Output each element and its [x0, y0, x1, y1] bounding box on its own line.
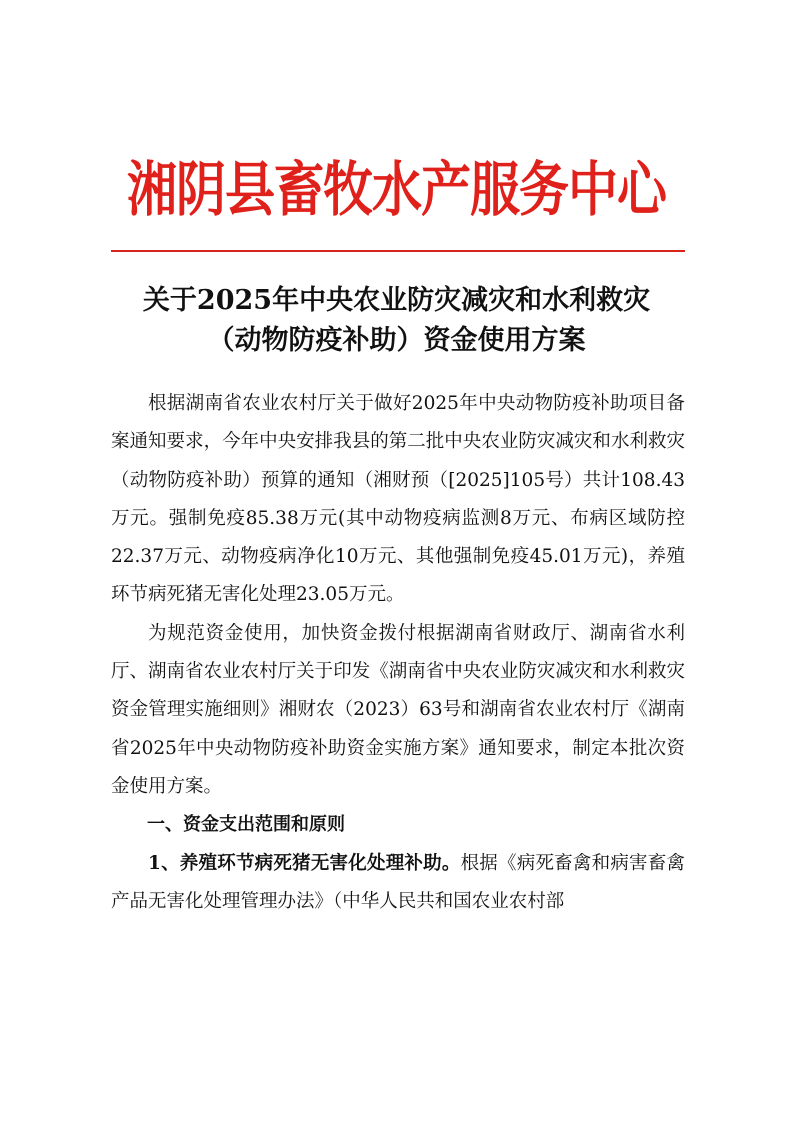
- paragraph-funding-overview: 根据湖南省农业农村厅关于做好2025年中央动物防疫补助项目备案通知要求，今年中央安排我县的第二批中央农业防灾减灾和水利救灾（动物防疫补助）预算的通知（湘财预（[2025]105号）共计108.43万元。强制免疫85.38万元(其中动物疫病监测8万元、布病区域防控22.37万元、动物疫病净化10万元、其他强制免疫45.01万元)，养殖环节病死猪无害化处理23.05万元。: [111, 393, 685, 606]
- section-heading-scope: 一、资金支出范围和原则: [147, 814, 345, 836]
- masthead: 湘阴县畜牧水产服务中心: [127, 155, 666, 225]
- title-line-1: 关于2025年中央农业防灾减灾和水利救灾: [142, 285, 651, 316]
- document-title: [0, 281, 793, 361]
- item-1-text: 根据《病死畜禽和病害畜禽产品无害化处理管理办法》（中华人民共和国农业农村部: [111, 852, 685, 912]
- document-body: [111, 385, 685, 921]
- item-1-lead: 1、养殖环节病死猪无害化处理补助。: [148, 852, 461, 874]
- paragraph-item-1: [111, 845, 685, 922]
- red-divider: [111, 250, 685, 252]
- paragraph-purpose: 为规范资金使用，加快资金拨付根据湖南省财政厅、湖南省水利厅、湖南省农业农村厅关于印发《湖南省中央农业防灾减灾和水利救灾资金管理实施细则》湘财农（2023）63号和湖南省农业农村厅《湖南省2025年中央动物防疫补助资金实施方案》通知要求，制定本批次资金使用方案。: [111, 622, 685, 797]
- title-line-2: （动物防疫补助）资金使用方案: [207, 325, 586, 356]
